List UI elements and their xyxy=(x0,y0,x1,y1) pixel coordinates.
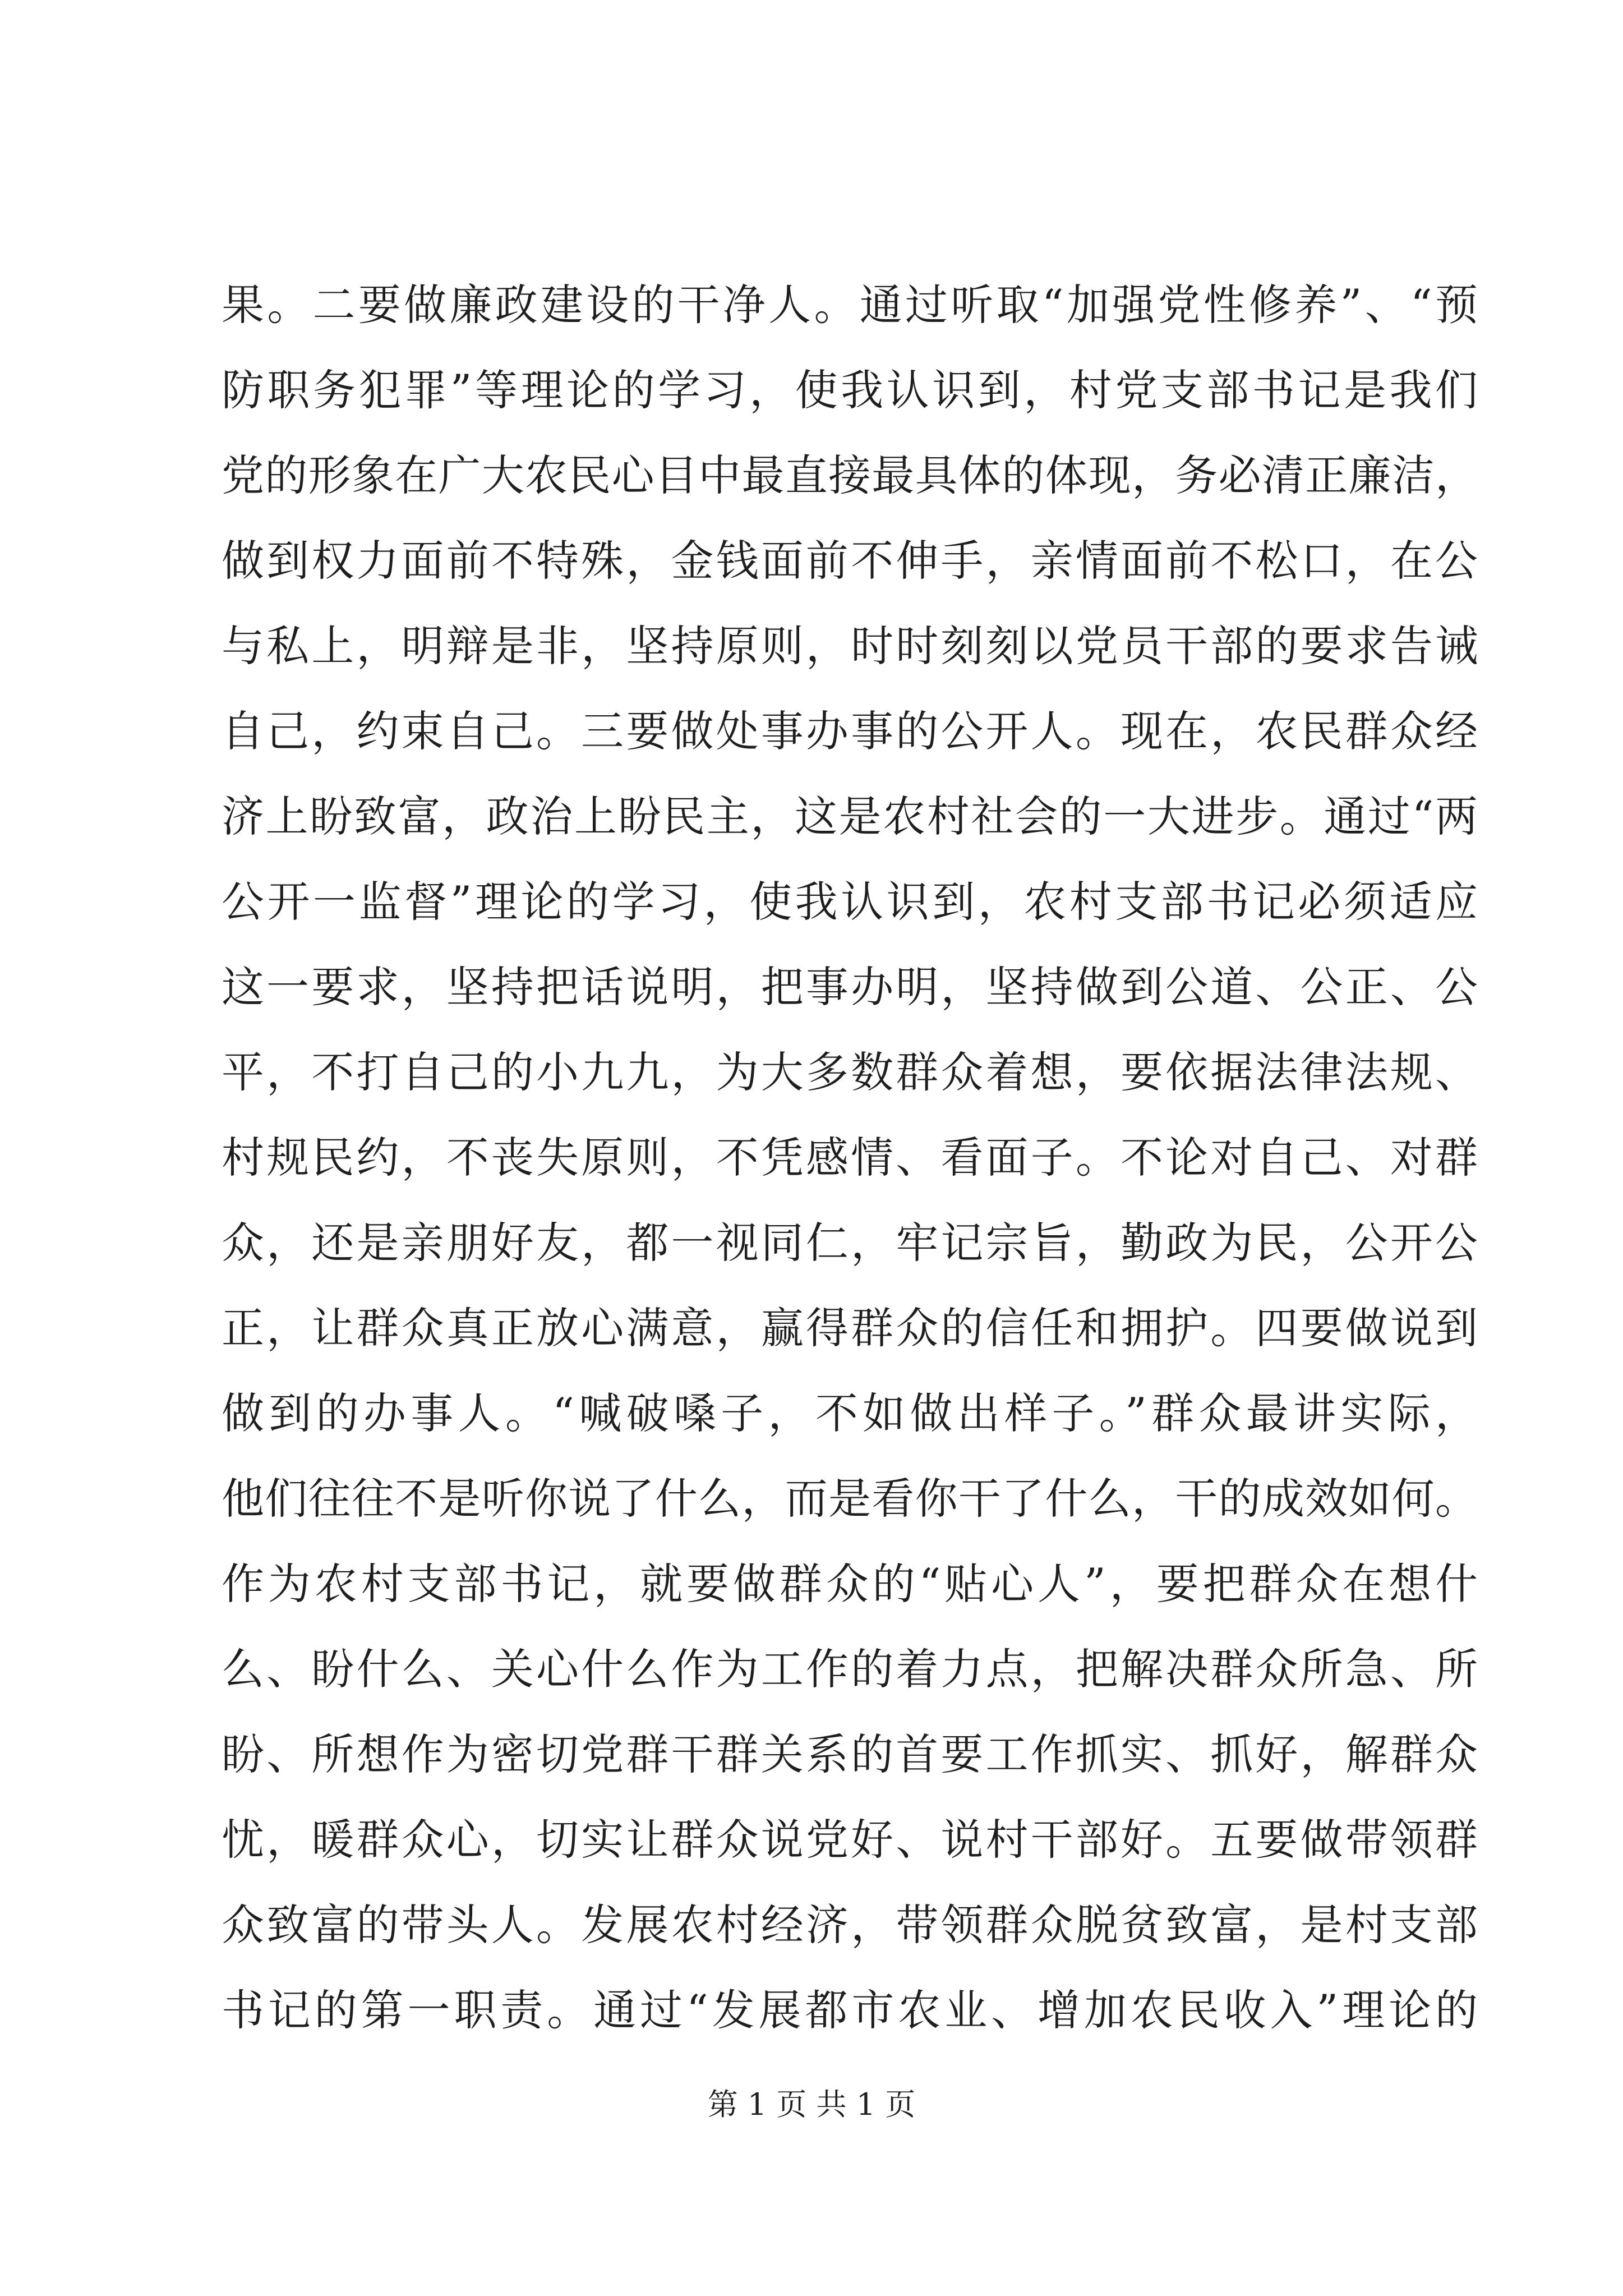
text-line-3: 党的形象在广大农民心目中最直接最具体的体现，务必清正廉洁， xyxy=(222,450,1478,500)
text-line-11: 村规民约，不丧失原则，不凭感情、看面子。不论对自己、对群 xyxy=(222,1133,1478,1182)
text-line-19: 忧，暖群众心，切实让群众说党好、说村干部好。五要做带领群 xyxy=(222,1815,1478,1865)
text-line-9: 这一要求，坚持把话说明，把事办明，坚持做到公道、公正、公 xyxy=(222,962,1478,1012)
body-text xyxy=(222,263,1478,2053)
text-line-1: 果。二要做廉政建设的干净人。通过听取“加强党性修养”、“预 xyxy=(222,280,1478,330)
text-line-12: 众，还是亲朋好友，都一视同仁，牢记宗旨，勤政为民，公开公 xyxy=(222,1218,1478,1268)
text-line-5: 与私上，明辩是非，坚持原则，时时刻刻以党员干部的要求告诫 xyxy=(222,621,1478,671)
text-line-6: 自己，约束自己。三要做处事办事的公开人。现在，农民群众经 xyxy=(222,706,1478,756)
text-line-8: 公开一监督”理论的学习，使我认识到，农村支部书记必须适应 xyxy=(222,877,1478,927)
text-line-13: 正，让群众真正放心满意，赢得群众的信任和拥护。四要做说到 xyxy=(222,1303,1478,1353)
text-line-21: 书记的第一职责。通过“发展都市农业、增加农民收入”理论的 xyxy=(222,1985,1478,2035)
text-line-7: 济上盼致富，政治上盼民主，这是农村社会的一大进步。通过“两 xyxy=(222,792,1478,841)
text-line-16: 作为农村支部书记，就要做群众的“贴心人”，要把群众在想什 xyxy=(222,1559,1478,1609)
text-line-20: 众致富的带头人。发展农村经济，带领群众脱贫致富，是村支部 xyxy=(222,1900,1478,1950)
text-line-2: 防职务犯罪”等理论的学习，使我认识到，村党支部书记是我们 xyxy=(222,365,1478,415)
text-line-4: 做到权力面前不特殊，金钱面前不伸手，亲情面前不松口，在公 xyxy=(222,536,1478,586)
text-line-15: 他们往往不是听你说了什么，而是看你干了什么，干的成效如何。 xyxy=(222,1474,1478,1524)
page-number-footer: 第 1 页 共 1 页 xyxy=(707,2087,916,2122)
text-line-14: 做到的办事人。“喊破嗓子，不如做出样子。”群众最讲实际， xyxy=(222,1388,1478,1438)
text-line-17: 么、盼什么、关心什么作为工作的着力点，把解决群众所急、所 xyxy=(222,1644,1478,1694)
text-line-10: 平，不打自己的小九九，为大多数群众着想，要依据法律法规、 xyxy=(222,1047,1478,1097)
text-line-18: 盼、所想作为密切党群干群关系的首要工作抓实、抓好，解群众 xyxy=(222,1729,1478,1779)
